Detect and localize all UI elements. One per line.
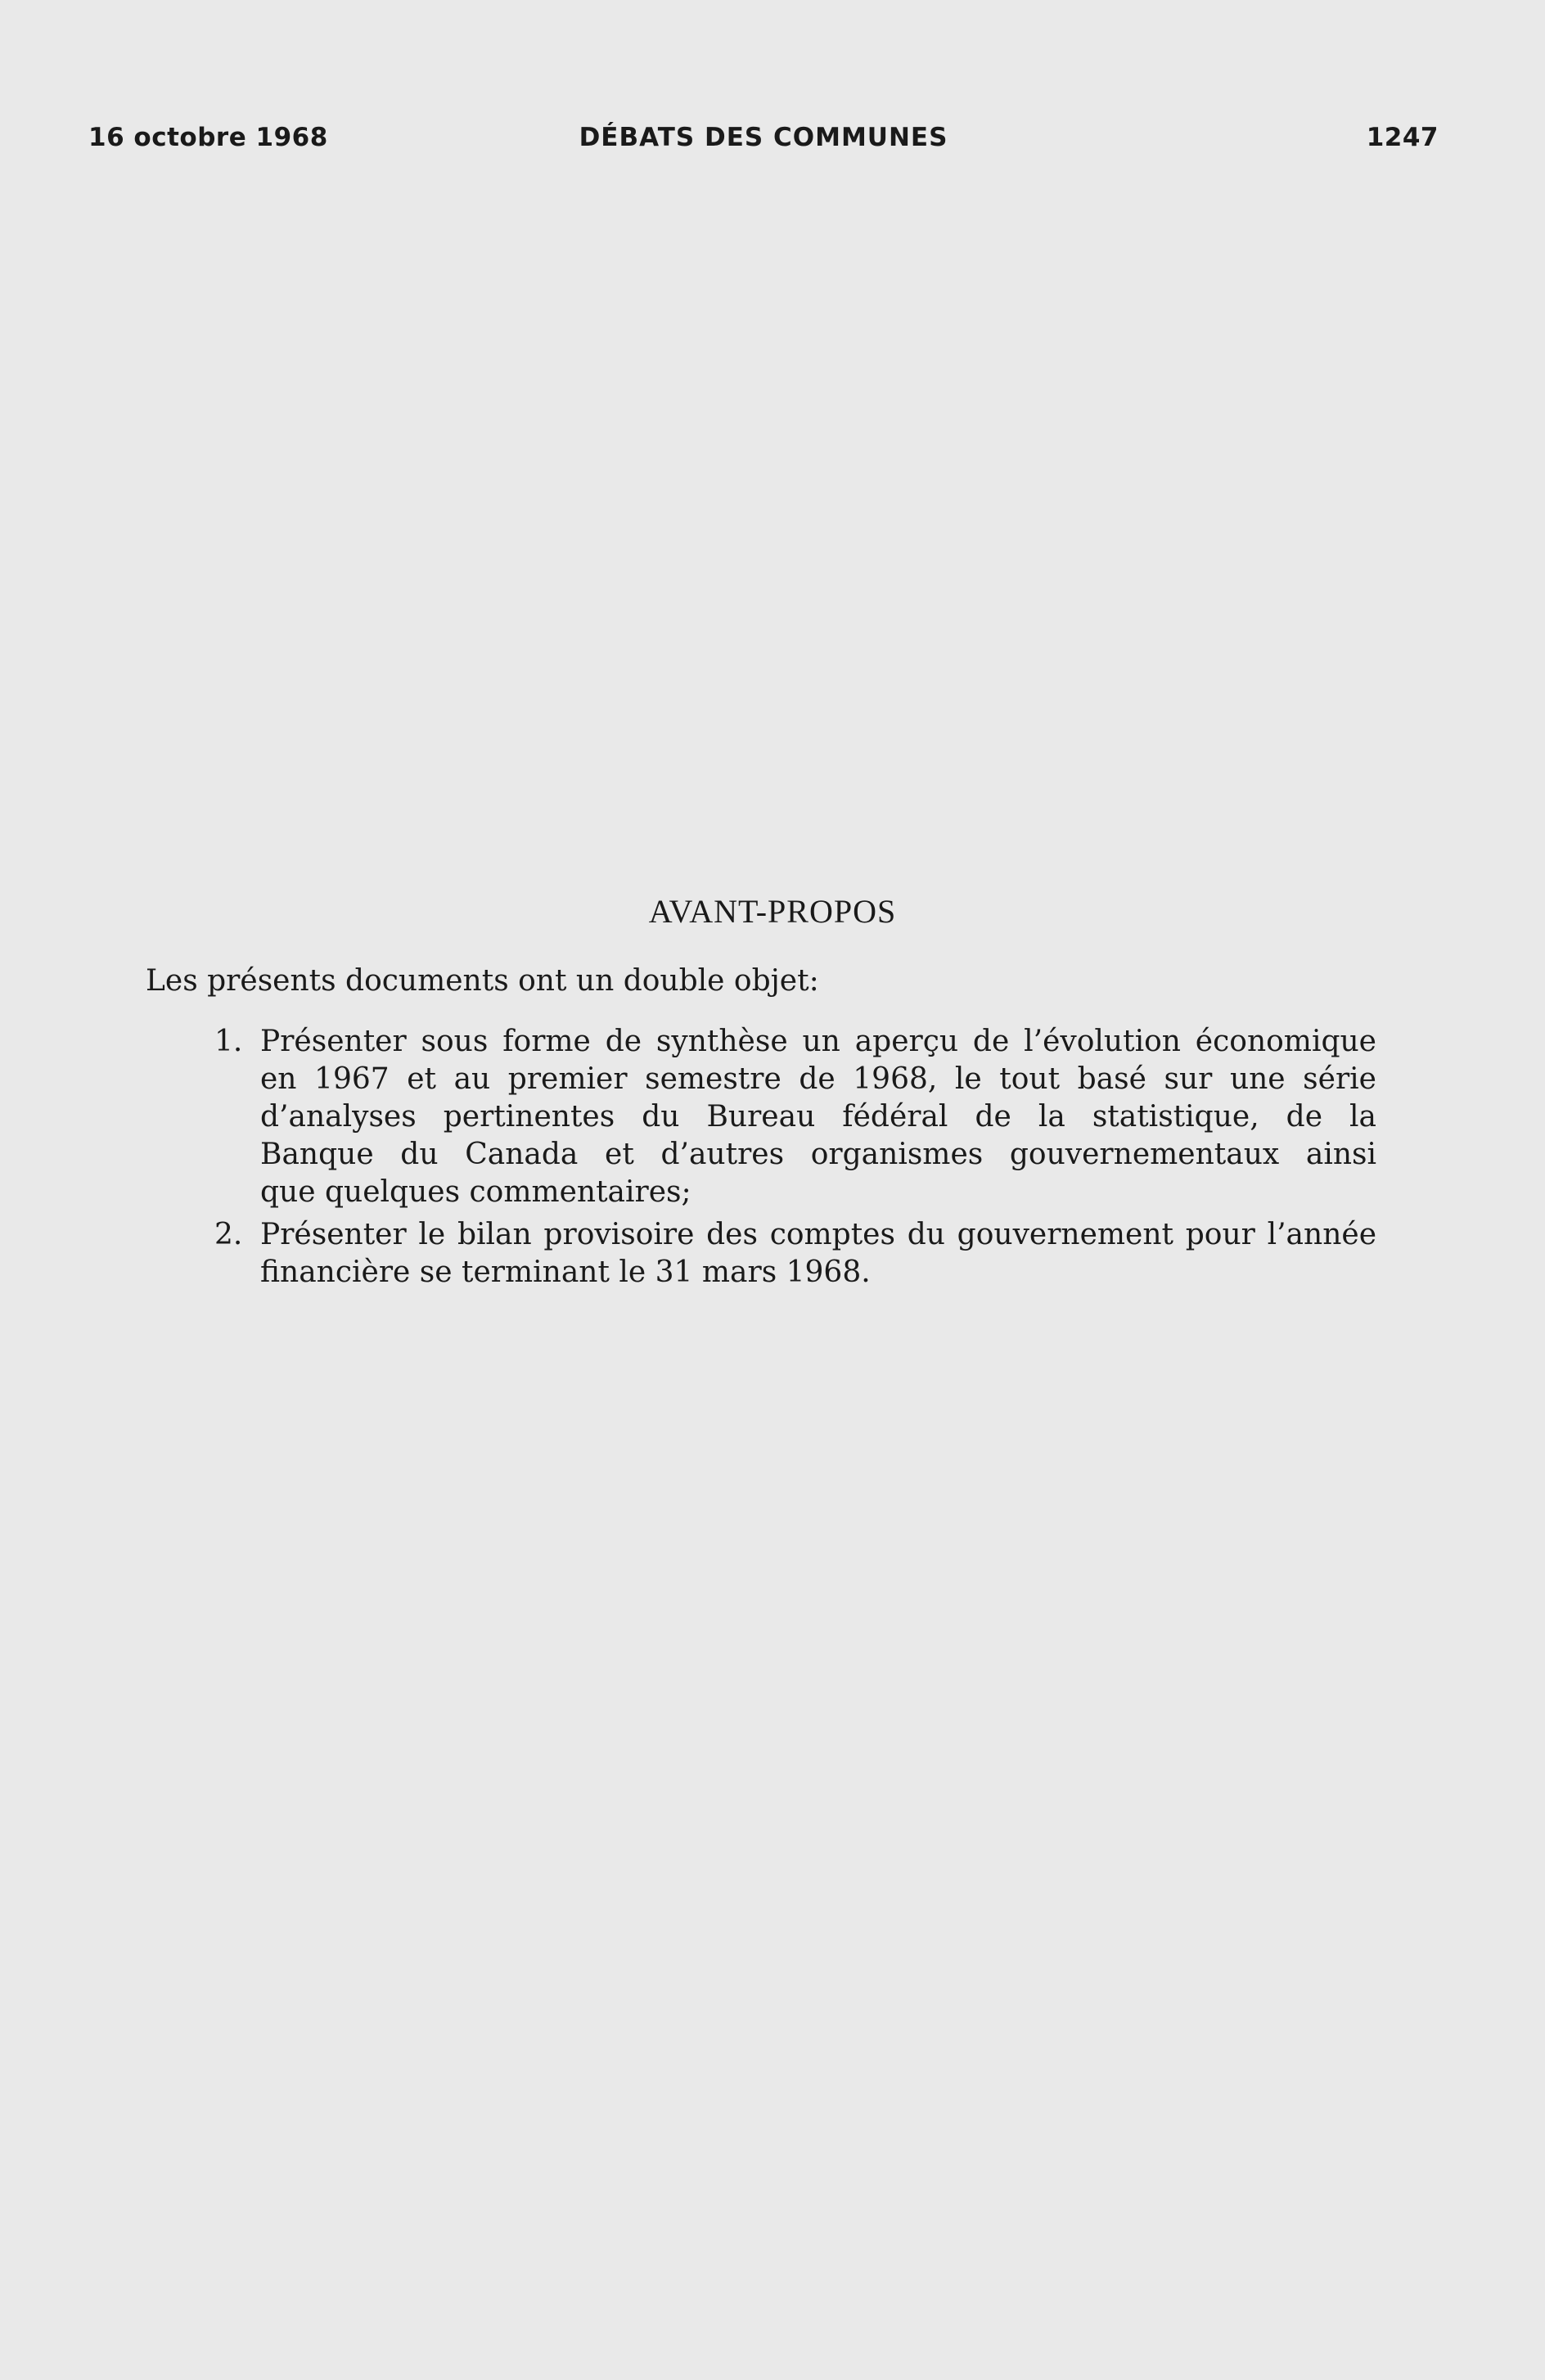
list-item-line: Présenter le bilan provisoire des comptes du gouvernement pour l’année [260, 1218, 1376, 1251]
header-page-number: 1247 [1366, 123, 1439, 152]
list-item-line: en 1967 et au premier semestre de 1968, le tout basé sur une série [260, 1062, 1376, 1096]
list-item-number: 1. [214, 1025, 243, 1058]
list-item-line: Présenter sous forme de synthèse un aperçu de l’évolution économique [260, 1025, 1376, 1058]
list-item-line: d’analyses pertinentes du Bureau fédéral de la statistique, de la [260, 1100, 1376, 1134]
list-item-line: que quelques commentaires; [260, 1175, 691, 1209]
list-item-line: Banque du Canada et d’autres organismes gouvernementaux ainsi [260, 1138, 1376, 1171]
section-title: AVANT-PROPOS [648, 893, 897, 930]
running-header [88, 123, 1439, 164]
list-item-line: financière se terminant le 31 mars 1968. [260, 1255, 871, 1289]
list-item-number: 2. [214, 1218, 243, 1251]
list-item [214, 1216, 1376, 1291]
list-item [214, 1023, 1376, 1211]
intro-sentence: Les présents documents ont un double objet: [146, 964, 819, 998]
header-date: 16 octobre 1968 [88, 123, 328, 152]
header-journal-title: DÉBATS DES COMMUNES [579, 123, 948, 152]
